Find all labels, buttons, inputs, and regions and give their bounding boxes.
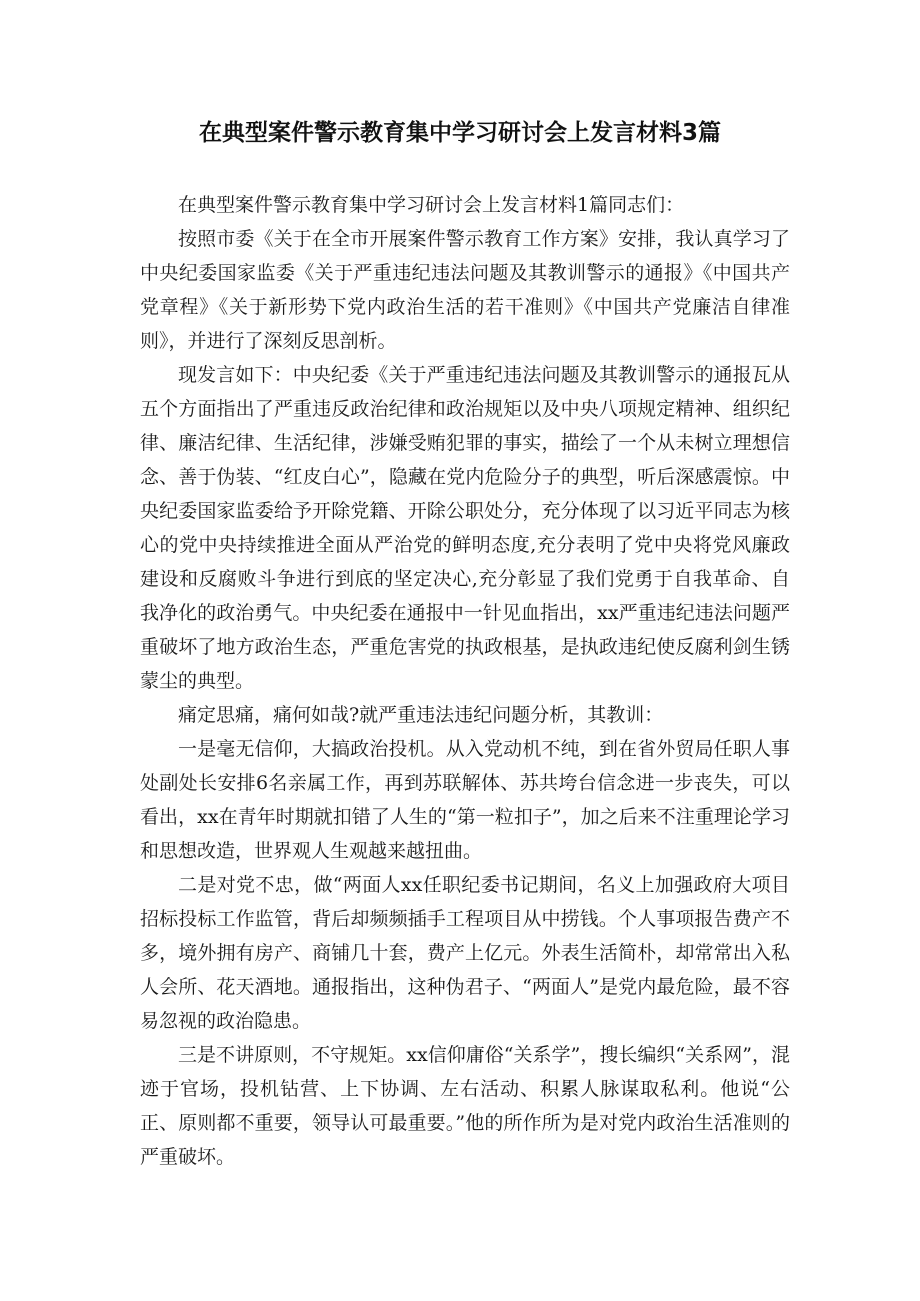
paragraph-lessons-intro: 痛定思痛，痛何如哉?就严重违法违纪问题分析，其教训： <box>178 704 664 726</box>
paragraph-statement: 现发言如下：中央纪委《关于严重违纪违法问题及其教训警示的通报瓦从五个方面指出了严重违反政治纪律和政治规矩以及中央八项规定精神、组织纪律、廉洁纪律、生活纪律，涉嫌受贿犯罪的事实，描绘了一个从未树立理想信念、善于伪装、“红皮白心”，隐藏在党内危险分子的典型，听后深感震惊。中央纪委国家监委给予开除党籍、开除公职处分，充分体现了以习近平同志为核心的党中央持续推进全面从严治党的鲜明态度,充分表明了党中央将党风廉政建设和反腐败斗争进行到底的坚定决心,充分彰显了我们党勇于自我革命、自我净化的政治勇气。中央纪委在通报中一针见血指出，xx严重违纪违法问题严重破坏了地方政治生态，严重危害党的执政根基，是执政违纪使反腐利剑生锈蒙尘的典型。 <box>140 364 790 692</box>
paragraph-salutation: 在典型案件警示教育集中学习研讨会上发言材料1篇同志们： <box>178 194 685 216</box>
paragraph-background: 按照市委《关于在全市开展案件警示教育工作方案》安排，我认真学习了中央纪委国家监委《关于严重违纪违法问题及其教训警示的通报》《中国共产党章程》《关于新形势下党内政治生活的若干准则》《中国共产党廉洁自律准则》，并进行了深刻反思剖析。 <box>140 228 790 352</box>
document-title: 在典型案件警示教育集中学习研讨会上发言材料3篇 <box>198 120 721 146</box>
paragraph-lesson-three: 三是不讲原则，不守规矩。xx信仰庸俗“关系学”，搜长编织“关系网”，混迹于官场，投机钻营、上下协调、左右活动、积累人脉谋取私利。他说“公正、原则都不重要，领导认可最重要。”他的所作所为是对党内政治生活准则的严重破坏。 <box>140 1044 790 1168</box>
document-body <box>140 188 790 1174</box>
paragraph-lesson-one: 一是毫无信仰，大搞政治投机。从入党动机不纯，到在省外贸局任职人事处副处长安排6名亲属工作，再到苏联解体、苏共垮台信念进一步丧失，可以看出，xx在青年时期就扣错了人生的“第一粒扣子”，加之后来不注重理论学习和思想改造，世界观人生观越来越扭曲。 <box>140 738 790 862</box>
paragraph-lesson-two: 二是对党不忠，做“两面人xx任职纪委书记期间，名义上加强政府大项目招标投标工作监管，背后却频频插手工程项目从中捞钱。个人事项报告费产不多，境外拥有房产、商铺几十套，费产上亿元。外表生活简朴，却常常出入私人会所、花天酒地。通报指出，这种伪君子、“两面人”是党内最危险，最不容易忽视的政治隐患。 <box>140 874 790 1032</box>
